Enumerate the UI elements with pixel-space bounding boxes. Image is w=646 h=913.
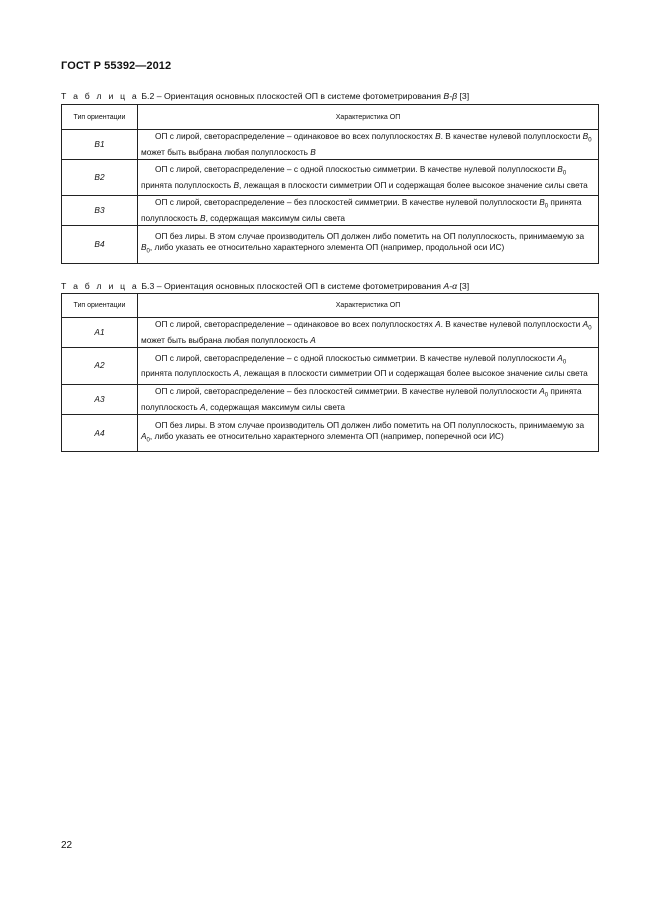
characteristic-cell: ОП с лирой, светораспределение – одинаковое во всех полуплоскостях A. В качестве нулевой полуплоскости $A_0$ может быть выбрана любая полуплоскость A bbox=[138, 318, 599, 348]
table-row bbox=[62, 385, 599, 415]
table-row bbox=[62, 226, 599, 264]
table-row bbox=[62, 415, 599, 452]
table-row bbox=[62, 348, 599, 385]
orientation-type-cell: B4 bbox=[62, 226, 138, 264]
table-row bbox=[62, 318, 599, 348]
table-row bbox=[62, 130, 599, 160]
caption-label: Т а б л и ц а bbox=[61, 281, 139, 291]
table-b2 bbox=[61, 104, 599, 264]
column-header-characteristic: Характеристика ОП bbox=[138, 105, 599, 130]
orientation-type-cell: B2 bbox=[62, 160, 138, 196]
orientation-type-cell: A4 bbox=[62, 415, 138, 452]
characteristic-cell: ОП с лирой, светораспределение – без плоскостей симметрии. В качестве нулевой полуплоскости $B_0$ принята полуплоскость B, содержащая максимум силы света bbox=[138, 196, 599, 226]
characteristic-cell: ОП без лиры. В этом случае производитель ОП должен либо пометить на ОП полуплоскость, принимаемую за $B_0$, либо указать ее относительно характерного элемента ОП (например, продольной оси ИС) bbox=[138, 226, 599, 264]
table-body bbox=[62, 130, 599, 264]
table-b3-caption bbox=[61, 281, 469, 291]
page-number: 22 bbox=[61, 840, 73, 851]
table-body bbox=[62, 318, 599, 452]
column-header-characteristic: Характеристика ОП bbox=[138, 294, 599, 318]
orientation-type-cell: A3 bbox=[62, 385, 138, 415]
caption-system: B-β bbox=[443, 91, 458, 101]
orientation-type-cell: B1 bbox=[62, 130, 138, 160]
caption-ref: [3] bbox=[459, 281, 470, 291]
characteristic-cell: ОП с лирой, светораспределение – без плоскостей симметрии. В качестве нулевой полуплоскости $A_0$ принята полуплоскость A, содержащая максимум силы света bbox=[138, 385, 599, 415]
column-header-type: Тип ориентации bbox=[62, 294, 138, 318]
caption-system: A-α bbox=[443, 281, 458, 291]
characteristic-cell: ОП с лирой, светораспределение – с одной плоскостью симметрии. В качестве нулевой полуплоскости $B_0$ принята полуплоскость B, лежащая в плоскости симметрии ОП и содержащая более высокое значение силы света bbox=[138, 160, 599, 196]
caption-ref: [3] bbox=[459, 91, 470, 101]
table-b2-caption bbox=[61, 91, 469, 101]
caption-label: Т а б л и ц а bbox=[61, 91, 139, 101]
orientation-type-cell: A1 bbox=[62, 318, 138, 348]
orientation-type-cell: B3 bbox=[62, 196, 138, 226]
characteristic-cell: ОП с лирой, светораспределение – одинаковое во всех полуплоскостях B. В качестве нулевой полуплоскости $B_0$ может быть выбрана любая полуплоскость B bbox=[138, 130, 599, 160]
table-row bbox=[62, 160, 599, 196]
orientation-type-cell: A2 bbox=[62, 348, 138, 385]
document-header: ГОСТ Р 55392—2012 bbox=[61, 60, 172, 72]
characteristic-cell: ОП с лирой, светораспределение – с одной плоскостью симметрии. В качестве нулевой полуплоскости $A_0$ принята полуплоскость A, лежащая в плоскости симметрии ОП и содержащая более высокое значение силы света bbox=[138, 348, 599, 385]
table-b3 bbox=[61, 293, 599, 452]
characteristic-cell: ОП без лиры. В этом случае производитель ОП должен либо пометить на ОП полуплоскость, принимаемую за $A_0$, либо указать ее относительно характерного элемента ОП (например, поперечной оси ИС) bbox=[138, 415, 599, 452]
column-header-type: Тип ориентации bbox=[62, 105, 138, 130]
table-row bbox=[62, 196, 599, 226]
caption-text: Б.3 – Ориентация основных плоскостей ОП в системе фотометрирования bbox=[141, 281, 441, 291]
caption-text: Б.2 – Ориентация основных плоскостей ОП в системе фотометрирования bbox=[141, 91, 441, 101]
